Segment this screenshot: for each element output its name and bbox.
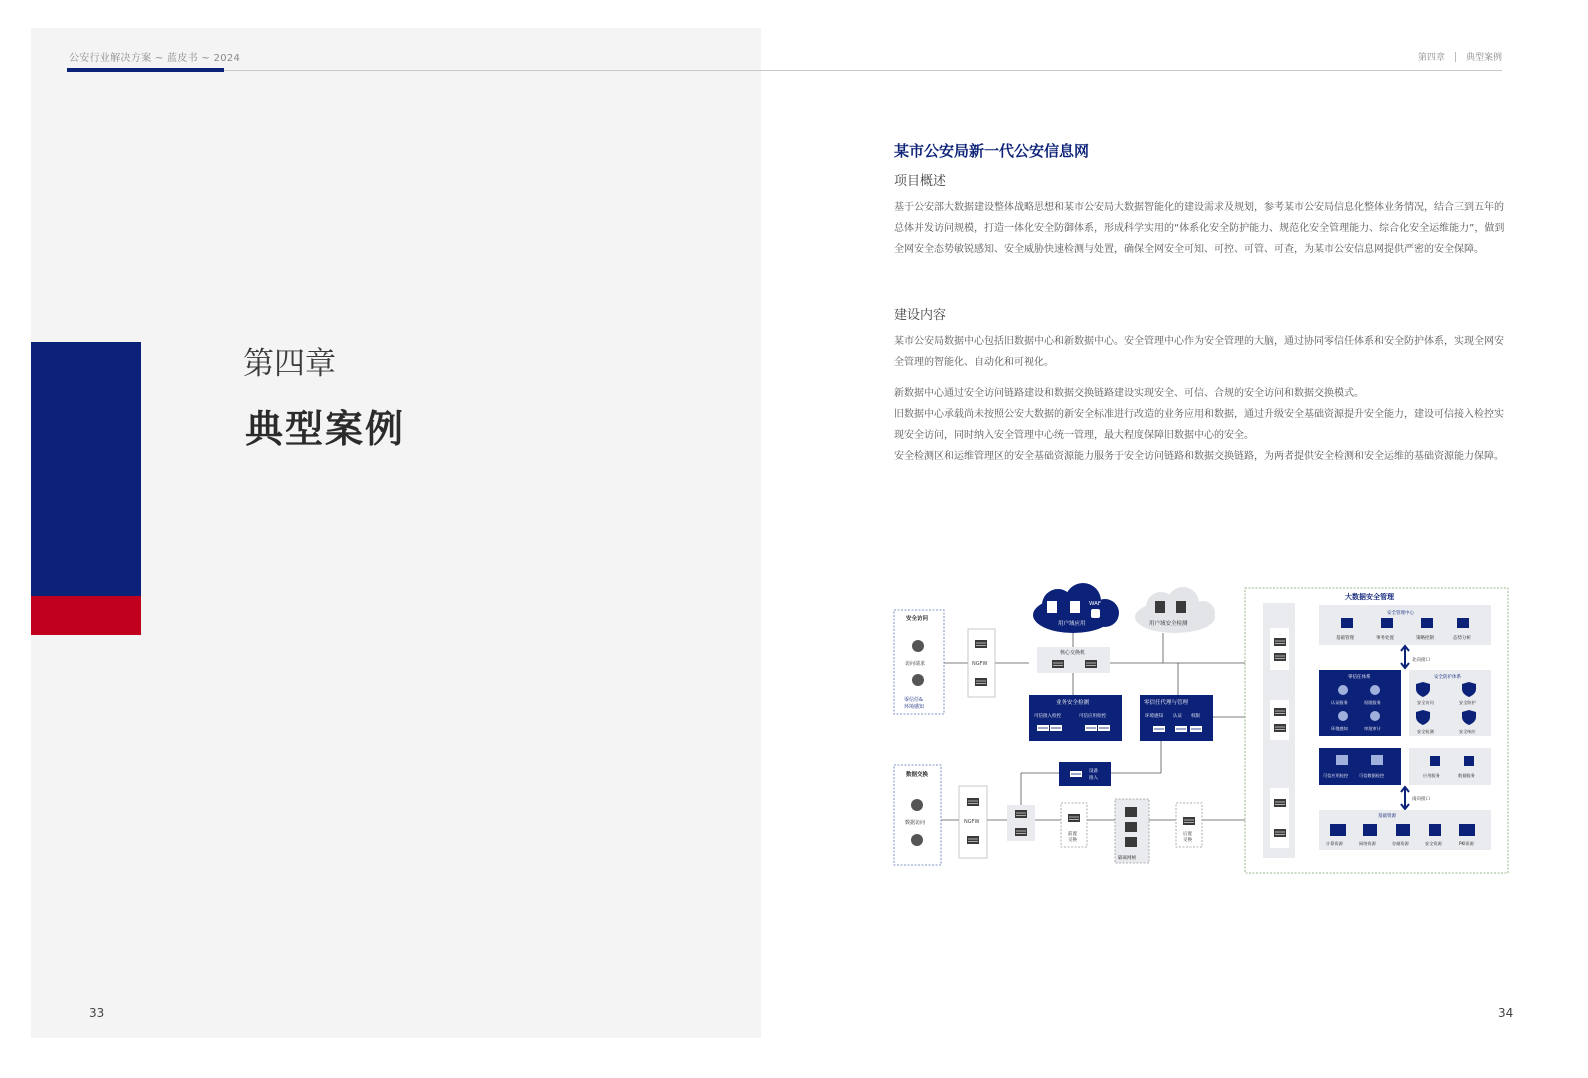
business-detection-title: 业务安全检测 (1056, 700, 1090, 706)
exchange-zone-title: 数据交换 (906, 772, 929, 778)
trust-item-2: 可信数据检控 (1359, 773, 1385, 778)
ngfw-bottom (959, 786, 987, 858)
protect-system-label: 安全防护体系 (1434, 675, 1461, 680)
app-item-1: 应用服务 (1423, 773, 1440, 778)
chapter-color-block-red (31, 596, 141, 635)
chapter-title: 典型案例 (245, 407, 406, 451)
zt-item-3: 环境感知 (1331, 726, 1348, 731)
zero-trust-proxy-title: 零信任代理与管理 (1144, 700, 1189, 706)
south-api-label: 南向接口 (1412, 797, 1430, 802)
base-item-4: 安全资源 (1425, 841, 1442, 846)
protect-item-4: 安全响应 (1459, 729, 1476, 734)
isolation-gateway (1115, 799, 1149, 863)
mgmt-item-1: 基础管理 (1336, 636, 1354, 641)
zero-trust-proxy-box (1140, 695, 1213, 741)
cloud-waf-label: WAF (1089, 601, 1102, 607)
app-item-2: 数据服务 (1458, 773, 1475, 778)
running-header-right (1418, 50, 1502, 63)
ngfw-top (968, 629, 995, 697)
business-detection-item-2: 可信应用检控 (1079, 714, 1106, 719)
header-separator (1455, 52, 1456, 62)
exchange-switch (1007, 805, 1035, 841)
mgmt-item-3: 策略控制 (1416, 636, 1434, 641)
business-detection-box (1029, 695, 1122, 741)
protect-item-3: 安全检测 (1417, 729, 1434, 734)
base-item-5: PKI资源 (1459, 841, 1474, 846)
back-exchange (1176, 803, 1202, 847)
device-access-box (1059, 762, 1111, 786)
cloud-user-domain (1033, 583, 1119, 633)
base-item-2: 网络资源 (1359, 841, 1376, 846)
construction-paragraph-4: 安全检测区和运维管理区的安全基础资源能力服务于安全访问链路和数据交换链路，为两者提供安全检测和安全运维的基础资源能力保障。 (894, 451, 1504, 462)
construction-paragraph-2: 新数据中心通过安全访问链路建设和数据交换链路建设实现安全、可信、合规的安全访问和数据交换模式。 (894, 388, 1364, 399)
zt-system-label: 零信任体系 (1348, 675, 1371, 680)
isolation-gateway-label: 隔离网闸 (1118, 856, 1136, 861)
architecture-diagram (893, 583, 1511, 875)
business-detection-item-1: 可信接入检控 (1034, 714, 1061, 719)
page-number-right: 34 (1498, 1006, 1514, 1020)
mgmt-item-4: 态势分析 (1453, 636, 1471, 641)
ngfw-top-label: NGFW (972, 661, 988, 667)
access-request-label: 访问请求 (905, 661, 926, 667)
ngfw-bottom-label: NGFW (964, 819, 980, 825)
base-resources-label: 基础资源 (1378, 814, 1396, 819)
device-access-label-2: 接入 (1089, 776, 1098, 781)
overview-paragraph: 基于公安部大数据建设整体战略思想和某市公安局大数据智能化的建设需求及规划，参考某市公安局信息化整体业务情况，结合三到五年的总体并发访问规模，打造一体化安全防御体系，形成科学实用的“体系化安全防护能力、规范化安全管理能力、综合化安全运维能力”，做到全网安全态势敏锐感知、安全威胁快速检测与处置，确保全网安全可知、可控、可管、可查，为某市公安信息网提供严密的安全保障。 (894, 202, 1505, 255)
data-access-label: 数据访问 (905, 820, 926, 826)
access-note-1: 零信任& (904, 697, 923, 703)
core-switch-label: 核心交换机 (1060, 650, 1086, 656)
case-title: 某市公安局新一代公安信息网 (894, 142, 1090, 160)
front-exchange-label-2: 交换 (1068, 838, 1077, 843)
header-accent-bar (67, 68, 224, 72)
back-exchange-label-2: 交换 (1183, 838, 1192, 843)
chapter-color-block-blue (31, 342, 141, 596)
mgmt-item-2: 事务处置 (1376, 636, 1394, 641)
cloud-user-security (1135, 587, 1215, 633)
case-content (894, 140, 1506, 467)
access-zone (894, 610, 944, 714)
cloud-user-security-label: 用户域安全检测 (1149, 621, 1188, 627)
base-item-1: 计算资源 (1326, 841, 1343, 846)
mgmt-center-label: 安全管理中心 (1387, 611, 1414, 616)
header-section: 典型案例 (1465, 53, 1502, 63)
mgmt-title: 大数据安全管理 (1345, 593, 1394, 601)
front-exchange-label-1: 前置 (1068, 832, 1077, 837)
page-number-left: 33 (89, 1006, 105, 1020)
header-chapter: 第四章 (1417, 53, 1445, 63)
chapter-number: 第四章 (243, 346, 336, 382)
access-zone-title: 安全访问 (906, 616, 929, 622)
zt-item-1: 认证服务 (1331, 700, 1348, 705)
cloud-user-domain-label: 用户域应用 (1058, 621, 1086, 627)
trust-item-1: 可信应用检控 (1323, 773, 1349, 778)
protect-item-1: 安全访问 (1417, 700, 1434, 705)
zt-item-4: 审批审计 (1364, 726, 1381, 731)
big-data-security-management (1245, 588, 1508, 873)
running-header-left: 公安行业解决方案 ~ 蓝皮书 ~ 2024 (69, 53, 241, 64)
protect-item-2: 安全防护 (1459, 700, 1476, 705)
overview-heading: 项目概述 (894, 174, 947, 189)
construction-paragraph-3: 旧数据中心承载尚未按照公安大数据的新安全标准进行改造的业务应用和数据，通过升级安全基础资源提升安全能力，建设可信接入检控实现安全访问，同时纳入安全管理中心统一管理，最大程度保障旧数据中心的安全。 (894, 409, 1504, 441)
zt-item-2: 权限服务 (1364, 700, 1381, 705)
back-exchange-label-1: 后置 (1183, 832, 1192, 837)
construction-paragraph-1: 某市公安局数据中心包括旧数据中心和新数据中心。安全管理中心作为安全管理的大脑，通过协同零信任体系和安全防护体系，实现全网安全管理的智能化、自动化和可视化。 (894, 336, 1504, 368)
zero-trust-proxy-item-2: 认证 (1173, 714, 1182, 719)
device-access-label-1: 设备 (1089, 769, 1098, 774)
base-item-3: 存储资源 (1392, 841, 1409, 846)
access-note-2: 环境感知 (904, 704, 925, 710)
core-switch (1037, 647, 1110, 673)
construction-heading: 建设内容 (894, 308, 947, 323)
exchange-zone (894, 765, 941, 865)
header-rule (67, 70, 1502, 71)
front-exchange (1061, 803, 1087, 847)
north-api-label: 北向接口 (1412, 658, 1430, 663)
zero-trust-proxy-item-3: 权限 (1191, 714, 1200, 719)
zero-trust-proxy-item-1: 环境感知 (1145, 714, 1163, 719)
